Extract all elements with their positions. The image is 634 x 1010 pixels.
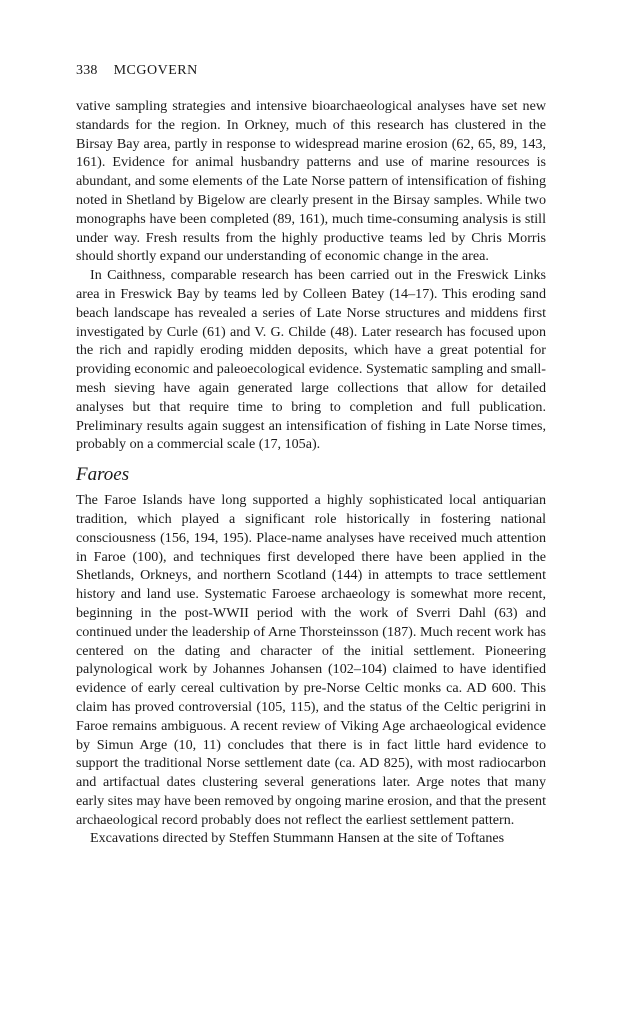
body-paragraph: The Faroe Islands have long supported a highly sophisticated local antiquarian tradition, which played a significant role historically in fostering national consciousness (156, 194, 195). Place-name analyses have received much attention in Faroe (100), and techniques first developed there have been applied in the Shetlands, Orkneys, and northern Scotland (144) in attempts to trace settlement history and land use. Systematic Faroese archaeology is somewhat more recent, beginning in the post-WWII period with the work of Sverri Dahl (63) and continued under the leadership of Arne Thorsteinsson (187). Much recent work has centered on the dating and character of the initial settlement. Pioneering palynological work by Johannes Johansen (102–104) claimed to have identified evidence of early cereal cultivation by pre-Norse Celtic monks ca. AD 600. This claim has proved controversial (105, 115), and the status of the Celtic perigrini in Faroe remains ambiguous. A recent review of Viking Age archaeological evidence by Simun Arge (10, 11) concludes that there is in fact little hard evidence to support the traditional Norse settlement date (ca. AD 825), with most radiocarbon and artifactual dates clustering several generations later. Arge notes that many early sites may have been removed by ongoing marine erosion, and that the present archaeological record probably does not reflect the earliest settlement pattern. <box>76 492 546 828</box>
page-number: 338 <box>76 63 98 78</box>
body-paragraph: In Caithness, comparable research has been carried out in the Freswick Links area in Freswick Bay by teams led by Colleen Batey (14–17). This eroding sand beach landscape has revealed a series of Late Norse structures and middens first investigated by Curle (61) and V. G. Childe (48). Later research has focused upon the rich and rapidly eroding midden deposits, which have a great potential for providing economic and paleoecological evidence. Systematic sampling and small-mesh sieving have again generated large collections that allow for detailed analyses but that require time to bring to completion and full publication. Preliminary results again suggest an intensification of fishing in Late Norse times, probably on a commercial scale (17, 105a). <box>76 267 546 453</box>
running-head-author: MCGOVERN <box>113 63 198 78</box>
section-heading: Faroes <box>76 464 130 486</box>
running-header <box>76 62 546 80</box>
body-paragraph: vative sampling strategies and intensive bioarchaeological analyses have set new standards for the region. In Orkney, much of this research has clustered in the Birsay Bay area, partly in response to widespread marine erosion (62, 65, 89, 143, 161). Evidence for animal husbandry patterns and use of marine resources is abundant, and some elements of the Late Norse pattern of intensification of fishing noted in Shetland by Bigelow are clearly present in the Birsay samples. While two monographs have been completed (89, 161), much time-consuming analysis is still under way. Fresh results from the highly productive teams led by Chris Morris should shortly expand our understanding of economic change in the area. <box>76 98 546 265</box>
body-paragraph: Excavations directed by Steffen Stummann Hansen at the site of Toftanes <box>90 830 505 847</box>
page-body <box>76 62 546 848</box>
